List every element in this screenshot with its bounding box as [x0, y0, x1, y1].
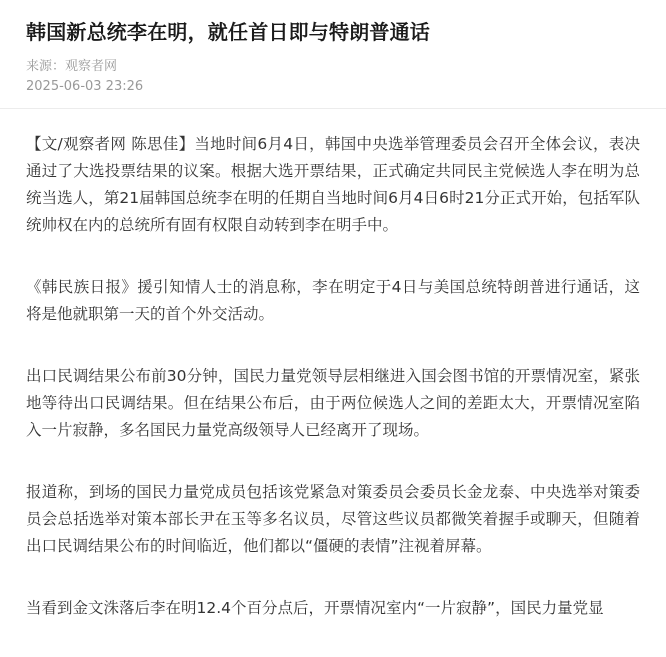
paragraph: 当看到金文洙落后李在明12.4个百分点后，开票情况室内“一片寂静”，国民力量党显: [26, 599, 604, 617]
article-meta: [26, 57, 640, 97]
article-body: [26, 131, 640, 622]
paragraph: 报道称，到场的国民力量党成员包括该党紧急对策委员会委员长金龙泰、中央选举对策委员会总括选举对策本部长尹在玉等多名议员，尽管这些议员都微笑着握手或聊天，但随着出口民调结果公布的时间临近，他们都以“僵硬的表情”注视着屏幕。: [26, 483, 640, 555]
header-divider: [0, 108, 666, 109]
source-label: 来源：观察者网: [26, 59, 118, 74]
paragraph: 《韩民族日报》援引知情人士的消息称，李在明定于4日与美国总统特朗普进行通话，这将是他就职第一天的首个外交活动。: [26, 278, 640, 323]
paragraph: 【文/观察者网 陈思佳】当地时间6月4日，韩国中央选举管理委员会召开全体会议，表决通过了大选投票结果的议案。根据大选开票结果，正式确定共同民主党候选人李在明为总统当选人，第21届韩国总统李在明的任期自当地时间6月4日6时21分正式开始，包括军队统帅权在内的总统所有固有权限自动转到李在明手中。: [26, 135, 640, 234]
article-title: 韩国新总统李在明，就任首日即与特朗普通话: [26, 20, 430, 44]
publish-timestamp: 2025-06-03 23:26: [26, 79, 144, 94]
paragraph: 出口民调结果公布前30分钟，国民力量党领导层相继进入国会图书馆的开票情况室，紧张地等待出口民调结果。但在结果公布后，由于两位候选人之间的差距太大，开票情况室陷入一片寂静，多名国民力量党高级领导人已经离开了现场。: [26, 367, 640, 439]
